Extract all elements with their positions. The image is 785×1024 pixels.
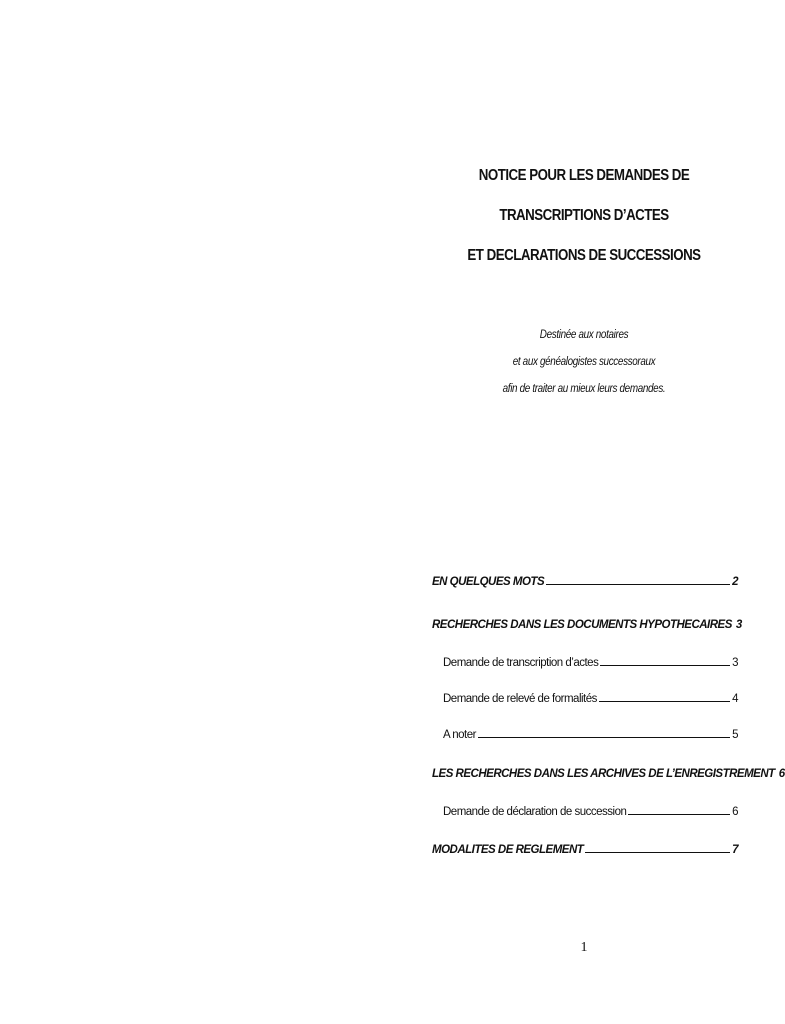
toc-leader-line bbox=[546, 584, 730, 585]
toc-leader-line bbox=[628, 814, 730, 815]
toc-entry-label: Demande de transcription d’actes bbox=[443, 657, 599, 669]
subtitle-line-2: et aux généalogistes successoraux bbox=[512, 356, 656, 368]
subtitle-line-3: afin de traiter au mieux leurs demandes. bbox=[502, 383, 666, 395]
title-line-2: TRANSCRIPTIONS D’ACTES bbox=[499, 207, 669, 224]
title-line-1: NOTICE POUR LES DEMANDES DE bbox=[478, 167, 690, 184]
toc-entry-label: LES RECHERCHES DANS LES ARCHIVES DE L’ENREGISTREMENT bbox=[432, 768, 775, 780]
subtitle-line-1: Destinée aux notaires bbox=[539, 329, 629, 341]
toc-entry-label: Demande de déclaration de succession bbox=[443, 806, 627, 818]
toc-entry-en-quelques-mots[interactable] bbox=[432, 568, 738, 588]
document-title bbox=[443, 156, 725, 276]
toc-entry-a-noter[interactable] bbox=[432, 721, 738, 741]
toc-entry-label: A noter bbox=[443, 729, 476, 741]
toc-entry-page: 3 bbox=[732, 657, 738, 669]
toc-entry-label: Demande de relevé de formalités bbox=[443, 693, 597, 705]
toc-entry-recherches-archives-enregistrement[interactable] bbox=[432, 760, 785, 780]
toc-entry-page: 4 bbox=[732, 693, 738, 705]
toc-entry-page: 5 bbox=[732, 729, 738, 741]
toc-leader-line bbox=[600, 665, 730, 666]
toc-entry-demande-releve[interactable] bbox=[432, 685, 738, 705]
toc-entry-page: 6 bbox=[778, 768, 785, 780]
toc-entry-demande-declaration[interactable] bbox=[432, 798, 738, 818]
toc-entry-page: 6 bbox=[732, 806, 738, 818]
toc-entry-label: RECHERCHES DANS LES DOCUMENTS HYPOTHECAIRES bbox=[432, 619, 732, 631]
page-number: 1 bbox=[580, 940, 588, 955]
toc-entry-page: 7 bbox=[732, 844, 738, 856]
toc-entry-label: MODALITES DE REGLEMENT bbox=[432, 844, 584, 856]
toc-entry-demande-transcription[interactable] bbox=[432, 649, 738, 669]
title-line-3: ET DECLARATIONS DE SUCCESSIONS bbox=[467, 247, 701, 264]
toc-entry-label: EN QUELQUES MOTS bbox=[432, 576, 545, 588]
toc-entry-page: 3 bbox=[735, 619, 742, 631]
toc-entry-page: 2 bbox=[732, 576, 738, 588]
toc-leader-line bbox=[599, 701, 730, 702]
toc-entry-modalites-reglement[interactable] bbox=[432, 836, 738, 856]
toc-leader-line bbox=[585, 852, 730, 853]
toc-entry-recherches-documents-hypothecaires[interactable] bbox=[432, 611, 742, 631]
toc-leader-line bbox=[478, 737, 730, 738]
document-subtitle bbox=[460, 322, 708, 403]
